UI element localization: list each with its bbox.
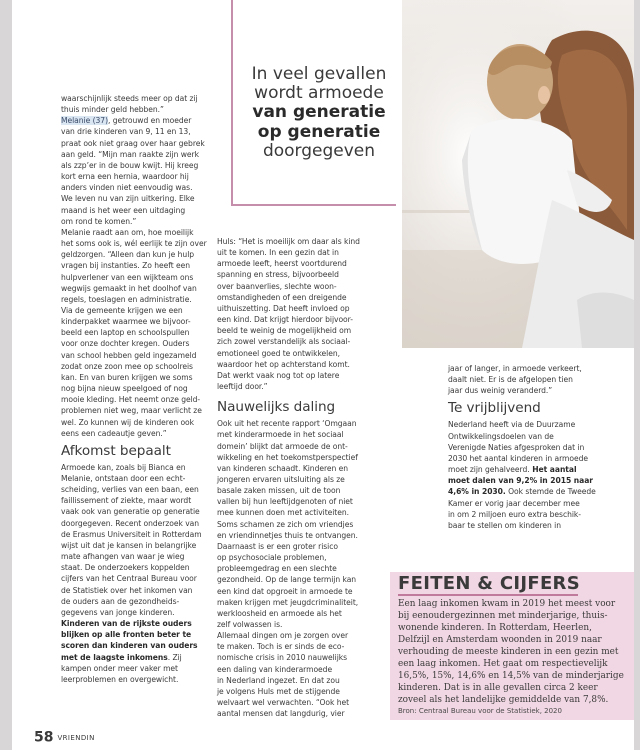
text-line: jaar dus weinig veranderd.” bbox=[448, 386, 553, 396]
text-line: Kamer er vorig jaar december mee bbox=[448, 498, 580, 508]
text-line: vallen bij hun leeftijdgenoten of niet bbox=[217, 497, 353, 507]
text-line: staat. De onderzoekers koppelden bbox=[61, 563, 190, 573]
text-line: mooie kleding. Het neemt onze geld- bbox=[61, 395, 201, 405]
text-line: cijfers van het Centraal Bureau voor bbox=[61, 574, 197, 584]
text-line: Via de gemeente krijgen we een bbox=[61, 305, 183, 315]
text-line: werkloosheid en armoede als het bbox=[217, 608, 342, 618]
text-line: geldzorgen. “Alleen dan kun je hulp bbox=[61, 250, 195, 260]
text-line: Daarnaast is er een groter risico bbox=[217, 541, 338, 551]
text-line: aan geld. “Mijn man raakte zijn werk bbox=[61, 149, 199, 159]
facts-box-text bbox=[398, 598, 626, 716]
text-line: regels, toeslagen en administratie. bbox=[61, 294, 192, 304]
text-line: kan. En van buren krijgen we soms bbox=[61, 372, 193, 382]
section-heading: Te vrijblijvend bbox=[448, 400, 541, 417]
text-line: zodat onze zoon mee op schoolreis bbox=[61, 361, 193, 371]
section-heading: Nauwelijks daling bbox=[217, 399, 336, 416]
text-line: met kinderarmoede in het sociaal bbox=[217, 430, 344, 440]
text-line: Ook uit het recente rapport ‘Omgaan bbox=[217, 419, 357, 429]
quote-horizontal-rule bbox=[231, 204, 396, 206]
text-line: gezondheid. Op de lange termijn kan bbox=[217, 575, 357, 585]
article-column-3 bbox=[448, 363, 598, 531]
text-line: zoveel als het landelijke gemiddelde van 7,8%. bbox=[398, 695, 609, 706]
text-line: wijst uit dat je kansen in belangrijke bbox=[61, 540, 197, 550]
page-number: 58 bbox=[34, 729, 54, 746]
text-line: op psychosociale problemen, bbox=[217, 553, 327, 563]
text-line: nog bijna nieuw speelgoed of nog bbox=[61, 384, 188, 394]
text-line: scheiding, verlies van een baan, een bbox=[61, 485, 199, 495]
page-footer bbox=[34, 727, 95, 747]
text-line: over baanverlies, slechte woon- bbox=[217, 281, 337, 291]
text-line: probleemgedrag en een slechte bbox=[217, 564, 337, 574]
text-line: Nederland heeft via de Duurzame bbox=[448, 420, 576, 430]
text-line: uithuiszetting. Dat heeft invloed op bbox=[217, 303, 350, 313]
text-line: 2030 het aantal kinderen in armoede bbox=[448, 453, 588, 463]
text-line: wel. Zo kunnen wij de kinderen ook bbox=[61, 417, 194, 427]
text-line: nomische crisis in 2010 nauwelijks bbox=[217, 653, 348, 663]
article-column-2 bbox=[217, 236, 365, 719]
text-line: daalt niet. Er is de afgelopen tien bbox=[448, 375, 573, 385]
text-line: maken krijgen met jeugdcriminaliteit, bbox=[217, 597, 359, 607]
text-line: en vriendinnetjes thuis te ontvangen. bbox=[217, 530, 358, 540]
text-line: Dat werkt vaak nog tot op latere bbox=[217, 370, 340, 380]
text-line: domein’ blijkt dat armoede de ont- bbox=[217, 441, 348, 451]
text-line: een kind. Dat krijgt hierdoor bijvoor- bbox=[217, 315, 353, 325]
text-line: aantal mensen dat langdurig, vier bbox=[217, 709, 345, 719]
bold-line: Kinderen van de rijkste ouders bbox=[61, 619, 192, 629]
text-line: vragen bij instanties. Zo heeft een bbox=[61, 261, 191, 271]
text-line: Allemaal dingen om je zorgen over bbox=[217, 631, 349, 641]
quote-vertical-rule bbox=[231, 0, 233, 206]
text-line: Melanie, ontstaan door een echt- bbox=[61, 474, 186, 483]
text-line: van kinderen schaadt. Kinderen en bbox=[217, 463, 348, 473]
text-line: 4,6% in 2030. Ook stemde de Tweede bbox=[448, 487, 596, 497]
text-line: leeftijd door.” bbox=[217, 382, 268, 392]
text-line: kinderen. Dat is in alle gevallen circa 2 keer bbox=[398, 683, 598, 694]
text-line: te maken. Toch is er sinds de eco- bbox=[217, 642, 345, 652]
text-line: verhouding de meeste kinderen in een gezin met bbox=[398, 647, 619, 658]
text-line: faillissement of ziekte, maar wordt bbox=[61, 496, 192, 506]
bold-line: blijken op alle fronten beter te bbox=[61, 630, 192, 640]
text-line: problemen niet weg, maar verlicht ze bbox=[61, 406, 202, 416]
text-line: voor onze dochter kregen. Ouders bbox=[61, 339, 190, 349]
pull-quote bbox=[244, 65, 394, 161]
text-line: We leven nu van zijn uitkering. Elke bbox=[61, 194, 195, 204]
text-line: jaar of langer, in armoede verkeert, bbox=[448, 364, 582, 373]
text-line: in om 2 miljoen euro extra beschik- bbox=[448, 509, 581, 519]
text-line: Delfzijl en Amsterdam woonden in 2019 naar bbox=[398, 635, 602, 646]
text-line: jongeren ervaren uitsluiting als ze bbox=[217, 474, 345, 484]
highlighted-name: Melanie (37) bbox=[61, 116, 108, 126]
text-line: waardoor het op achterstand komt. bbox=[217, 359, 350, 369]
text-line: het soms ook is, wél eerlijk te zijn over bbox=[61, 239, 207, 249]
text-line: mee kunnen doen met activiteiten. bbox=[217, 508, 349, 518]
facts-box-title: FEITEN & CIJFERS bbox=[398, 573, 580, 594]
text-line: Huls: “Het is moeilijk om daar als kind bbox=[217, 237, 360, 246]
pull-quote-line: op generatie bbox=[257, 121, 381, 142]
text-line: je volgens Huls met de stijgende bbox=[217, 686, 340, 696]
text-line: spanning en stress, bijvoorbeeld bbox=[217, 270, 339, 280]
pull-quote-line: doorgegeven bbox=[262, 140, 376, 161]
text-line: van school hebben geld ingezameld bbox=[61, 350, 197, 360]
text-line: doorgegeven. Recent onderzoek van bbox=[61, 518, 200, 528]
text-line: de Statistiek over het inkomen van bbox=[61, 585, 193, 595]
text-line: leerproblemen en overgewicht. bbox=[61, 674, 179, 684]
pull-quote-line: wordt armoede bbox=[254, 83, 384, 104]
text-line: een kind dat opgroeit in armoede te bbox=[217, 586, 353, 596]
text-line: thuis minder geld hebben.” bbox=[61, 105, 164, 115]
text-line: een laag inkomen. Het gaat om respectievelijk bbox=[398, 659, 608, 670]
text-line: kinderpakket waarmee we bijvoor- bbox=[61, 317, 191, 327]
text-line: om rond te komen.” bbox=[61, 216, 137, 226]
text-line: de ouders aan de gezondheids- bbox=[61, 596, 180, 606]
text-line: moet zijn gehalveerd. Het aantal bbox=[448, 465, 577, 475]
bold-line: scoren dan kinderen van ouders bbox=[61, 641, 198, 651]
text-line: anders vinden niet eenvoudig was. bbox=[61, 183, 193, 193]
text-line: waarschijnlijk steeds meer op dat zij bbox=[61, 94, 198, 103]
text-line: basale zaken missen, uit de toon bbox=[217, 486, 341, 496]
text-line: Armoede kan, zoals bij Bianca en bbox=[61, 462, 186, 472]
magazine-name: VRIENDIN bbox=[57, 733, 95, 742]
mother-child-photo bbox=[402, 0, 634, 348]
pull-quote-line: In veel gevallen bbox=[251, 64, 387, 84]
text-line: beeld een laptop en schoolspullen bbox=[61, 328, 190, 338]
text-line: van drie kinderen van 9, 11 en 13, bbox=[61, 127, 191, 137]
text-line: Melanie (37), getrouwd en moeder bbox=[61, 116, 192, 126]
text-line: zich zowel verstandelijk als sociaal- bbox=[217, 337, 351, 347]
text-line: welvaart wel verwachten. “Ook het bbox=[217, 698, 350, 708]
text-line: wonende kinderen. In Rotterdam, Heerlen, bbox=[398, 623, 592, 634]
text-line: bij eenoudergezinnen met minderjarige, thuis- bbox=[398, 611, 608, 622]
text-line: emotioneel goed te ontwikkelen, bbox=[217, 348, 340, 358]
text-line: praat ook niet graag over haar gebrek bbox=[61, 138, 205, 148]
pull-quote-line: van generatie bbox=[252, 102, 386, 123]
text-line: wikkeling en het toekomstperspectief bbox=[217, 452, 358, 462]
text-line: de Erasmus Universiteit in Rotterdam bbox=[61, 529, 202, 539]
magazine-page bbox=[12, 0, 634, 750]
text-line: zelf volwassen is. bbox=[217, 620, 283, 629]
facts-box-rule bbox=[398, 594, 578, 596]
text-line: vaak ook van generatie op generatie bbox=[61, 507, 200, 517]
text-line: Ontwikkelingsdoelen van de bbox=[448, 431, 554, 441]
text-line: 16,5%, 15%, 14,6% en 14,5% van de minderjarige bbox=[398, 671, 624, 682]
bold-line: moet dalen van 9,2% in 2015 naar bbox=[448, 476, 593, 486]
text-line: omstandigheden of een dreigende bbox=[217, 292, 347, 302]
text-line: Verenigde Naties afgesproken dat in bbox=[448, 442, 585, 452]
text-line: met de laagste inkomens. Zij bbox=[61, 652, 182, 662]
text-line: maand is het weer een uitdaging bbox=[61, 205, 186, 215]
article-column-1 bbox=[61, 93, 217, 685]
text-line: Melanie raadt aan om, hoe moeilijk bbox=[61, 227, 194, 237]
text-line: kort erna een hernia, waardoor hij bbox=[61, 172, 189, 182]
text-line: mate afhangen van waar je wieg bbox=[61, 552, 185, 562]
facts-box-source: Bron: Centraal Bureau voor de Statistiek, 2020 bbox=[398, 707, 562, 716]
text-line: eens een cadeautje geven.” bbox=[61, 428, 167, 438]
text-line: hulpverlener van een wijkteam ons bbox=[61, 272, 194, 282]
text-line: wegwijs gemaakt in het doolhof van bbox=[61, 283, 197, 293]
section-heading: Afkomst bepaalt bbox=[61, 442, 171, 459]
text-line: een daling van kinderarmoede bbox=[217, 664, 333, 674]
text-line: baar te stellen om kinderen in bbox=[448, 520, 561, 530]
text-line: armoede leeft, heerst voortdurend bbox=[217, 259, 347, 269]
text-line: als zzp’er in de bouw kwijt. Hij kreeg bbox=[61, 160, 199, 170]
text-line: kampen onder meer vaker met bbox=[61, 663, 178, 673]
text-line: uit te komen. In een gezin dat in bbox=[217, 248, 339, 258]
text-line: Een laag inkomen kwam in 2019 het meest voor bbox=[398, 599, 616, 609]
text-line: Soms schamen ze zich om vriendjes bbox=[217, 519, 354, 529]
text-line: in Nederland ingezet. En dat zou bbox=[217, 675, 340, 685]
text-line: beeld te weinig de mogelijkheid om bbox=[217, 326, 352, 336]
text-line: gegevens van jonge kinderen. bbox=[61, 607, 175, 617]
